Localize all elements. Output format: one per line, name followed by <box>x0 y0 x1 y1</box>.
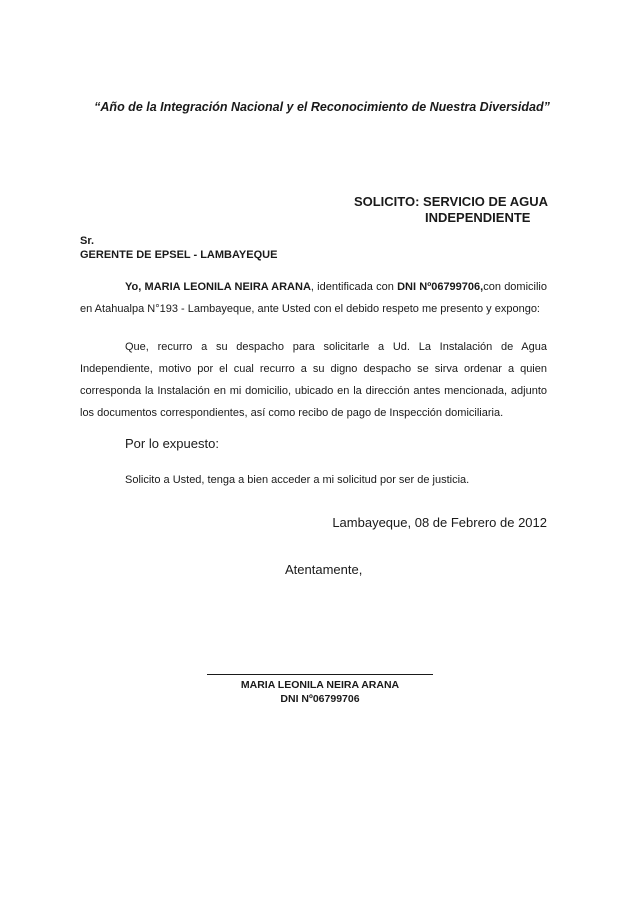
place-date: Lambayeque, 08 de Febrero de 2012 <box>332 515 547 530</box>
body-line-4: los documentos correspondientes, así como recibo de pago de Inspección domiciliaria. <box>80 407 504 419</box>
by-the-above: Por lo expuesto: <box>125 436 219 451</box>
request-statement: Solicito a Usted, tenga a bien acceder a mi solicitud por ser de justicia. <box>125 474 470 486</box>
signature-dni: DNI Nº06799706 <box>280 693 360 705</box>
intro-text-rest: con domicilio en Atahualpa N°193 - Lambayeque, ante Usted con el debido respeto me presento y expongo: <box>80 281 547 315</box>
body-line-3: corresponda la Instalación en mi domicilio, ubicado en la dirección antes mencionada, adjunto <box>80 385 547 397</box>
body-line-1 <box>80 336 547 358</box>
applicant-dni: DNI Nº06799706, <box>397 281 484 293</box>
signature-name: MARIA LEONILA NEIRA ARANA <box>240 679 400 691</box>
subject-line-1: SOLICITO: SERVICIO DE AGUA <box>353 194 548 209</box>
closing: Atentamente, <box>285 562 363 577</box>
body-line-1-text: Que, recurro a su despacho para solicitarle a Ud. La Instalación de Agua <box>125 341 547 353</box>
recipient: GERENTE DE EPSEL - LAMBAYEQUE <box>80 249 278 261</box>
subject-line-2: INDEPENDIENTE <box>425 210 531 225</box>
addressee-block <box>80 234 277 262</box>
body-line-2: Independiente, motivo por el cual recurro a su digno despacho se sirva ordenar a quien <box>80 363 547 375</box>
salutation: Sr. <box>80 235 95 247</box>
intro-paragraph <box>80 276 547 320</box>
applicant-name: Yo, MARIA LEONILA NEIRA ARANA <box>125 281 311 293</box>
year-motto: “Año de la Integración Nacional y el Reconocimiento de Nuestra Diversidad” <box>94 100 550 114</box>
signature-line <box>207 674 433 675</box>
body-paragraph <box>80 336 547 424</box>
intro-text-connector: , identificada con <box>310 281 398 293</box>
subject-block <box>340 194 548 226</box>
